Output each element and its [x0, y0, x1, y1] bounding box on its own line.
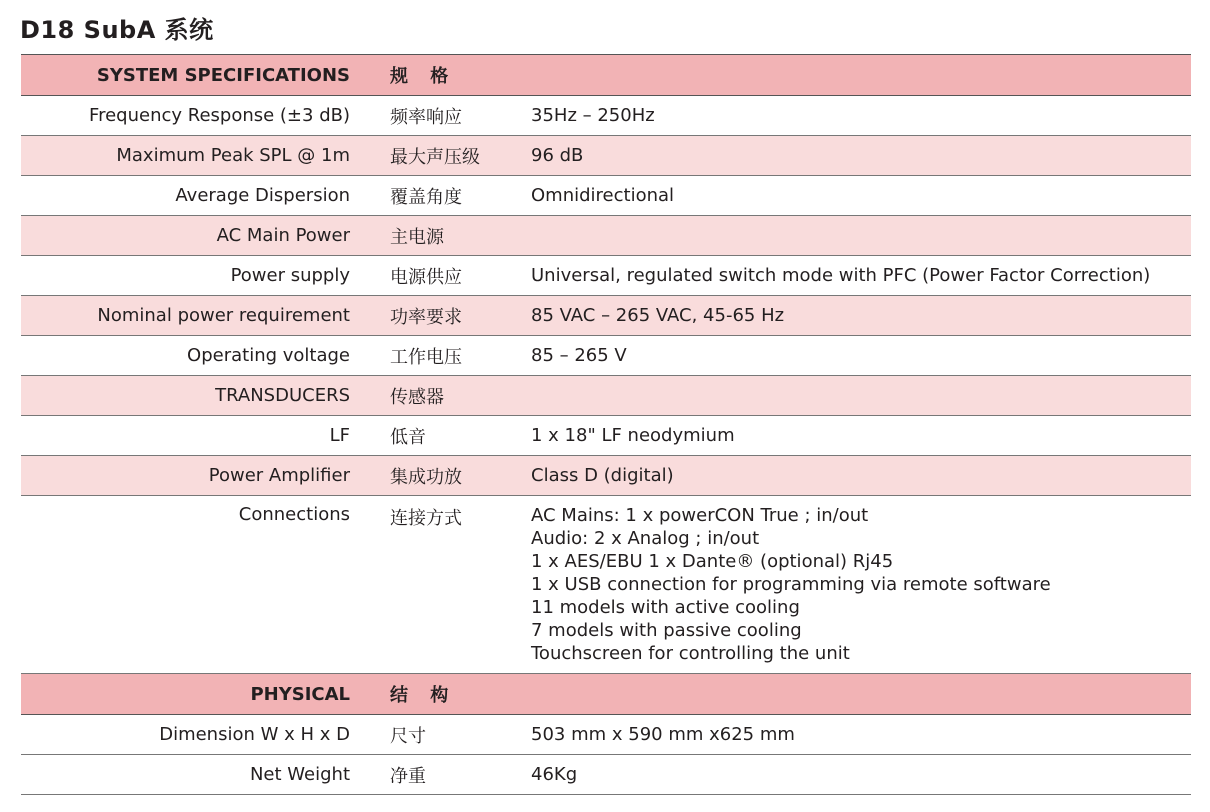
spec-label-cn: 工作电压	[390, 346, 462, 368]
spec-row-dimension	[21, 715, 1191, 755]
spec-label-cn: 连接方式	[390, 508, 462, 529]
spec-value: 85 – 265 V	[531, 345, 627, 366]
spec-row-lf	[21, 416, 1191, 456]
spec-label-cn: 最大声压级	[390, 146, 480, 168]
spec-table	[21, 54, 1191, 795]
spec-row-nominal-power	[21, 296, 1191, 336]
spec-label-en: TRANSDUCERS	[215, 385, 350, 406]
spec-row-power-amplifier	[21, 456, 1191, 496]
spec-value: 1 x 18" LF neodymium	[531, 425, 735, 446]
spec-label-en: AC Main Power	[216, 225, 350, 246]
spec-value: Class D (digital)	[531, 465, 674, 486]
spec-label-cn: 频率响应	[390, 106, 462, 128]
spec-label-cn: 覆盖角度	[390, 186, 462, 208]
spec-row-ac-main-power	[21, 216, 1191, 256]
spec-label-cn: 电源供应	[390, 266, 462, 288]
spec-value: 46Kg	[531, 764, 578, 785]
spec-label-en: Connections	[238, 504, 350, 525]
spec-label-cn: 低音	[390, 426, 426, 448]
spec-label-en: Power Amplifier	[208, 465, 350, 486]
connection-line: 11 models with active cooling	[531, 597, 800, 618]
spec-label-cn: 主电源	[390, 226, 444, 248]
spec-label-cn: 集成功放	[390, 466, 462, 488]
spec-value: Omnidirectional	[531, 185, 675, 206]
spec-label-en: Dimension W x H x D	[159, 724, 350, 745]
spec-row-frequency-response	[21, 96, 1191, 136]
header-label-cn: 结 构	[390, 685, 457, 706]
connection-line: Audio: 2 x Analog ; in/out	[531, 528, 760, 549]
spec-label-en: Operating voltage	[187, 345, 350, 366]
spec-row-transducers	[21, 376, 1191, 416]
spec-row-average-dispersion	[21, 176, 1191, 216]
spec-label-en: Average Dispersion	[175, 185, 350, 206]
header-label-en: PHYSICAL	[250, 683, 350, 705]
spec-label-en: Power supply	[230, 265, 350, 286]
spec-label-en: Maximum Peak SPL @ 1m	[116, 145, 350, 166]
system-specifications-header	[21, 55, 1191, 96]
spec-value: 35Hz – 250Hz	[531, 105, 655, 126]
spec-row-operating-voltage	[21, 336, 1191, 376]
spec-label-cn: 净重	[390, 765, 426, 787]
spec-row-connections	[21, 496, 1191, 674]
document-title: D18 SubA 系统	[20, 16, 214, 44]
spec-row-net-weight	[21, 755, 1191, 795]
spec-value: 85 VAC – 265 VAC, 45-65 Hz	[531, 305, 785, 326]
connection-line: 1 x USB connection for programming via remote software	[531, 574, 1051, 595]
connection-line: AC Mains: 1 x powerCON True ; in/out	[531, 505, 869, 526]
connection-line: 7 models with passive cooling	[531, 620, 802, 641]
connections-value-list	[491, 504, 1191, 665]
spec-value: Universal, regulated switch mode with PFC (Power Factor Correction)	[531, 265, 1151, 286]
spec-label-cn: 传感器	[390, 386, 444, 408]
spec-value: 503 mm x 590 mm x625 mm	[531, 724, 795, 745]
spec-value: 96 dB	[531, 145, 584, 166]
spec-row-max-peak-spl	[21, 136, 1191, 176]
physical-header	[21, 674, 1191, 715]
spec-row-power-supply	[21, 256, 1191, 296]
spec-label-en: LF	[329, 425, 350, 446]
spec-label-cn: 尺寸	[390, 725, 426, 747]
connection-line: 1 x AES/EBU 1 x Dante® (optional) Rj45	[531, 551, 894, 572]
header-label-en: SYSTEM SPECIFICATIONS	[96, 64, 350, 86]
spec-label-en: Frequency Response (±3 dB)	[89, 105, 350, 126]
connection-line: Touchscreen for controlling the unit	[531, 643, 850, 664]
spec-label-en: Net Weight	[249, 764, 350, 785]
header-label-cn: 规 格	[390, 66, 457, 87]
spec-label-cn: 功率要求	[390, 306, 462, 328]
spec-label-en: Nominal power requirement	[97, 305, 350, 326]
